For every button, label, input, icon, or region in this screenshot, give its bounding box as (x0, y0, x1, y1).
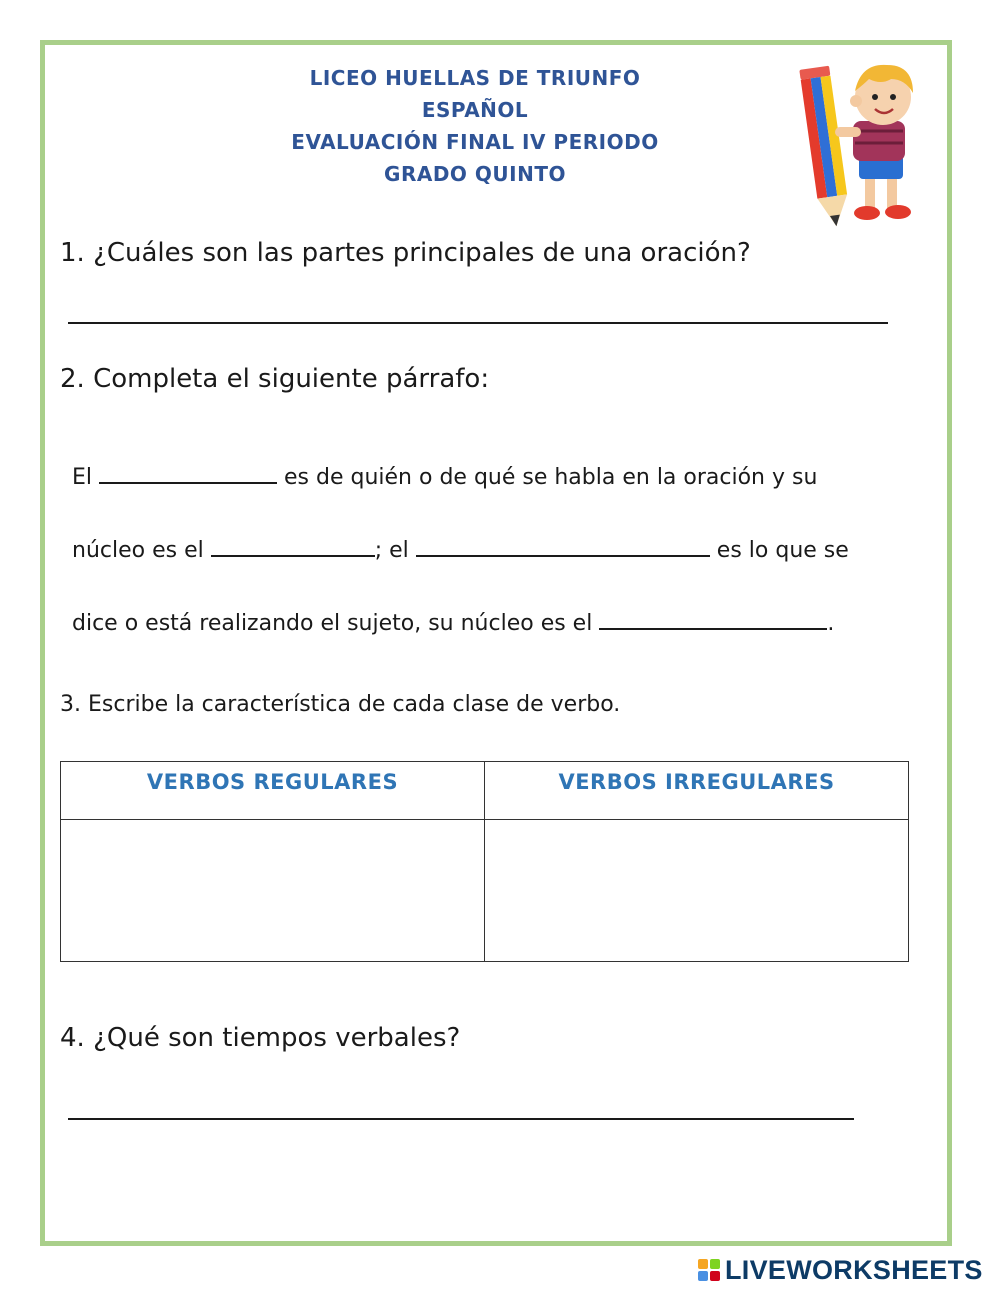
blank-predicate-nucleus[interactable] (599, 610, 827, 630)
question-1: 1. ¿Cuáles son las partes principales de una oración? (60, 238, 751, 268)
paragraph-text: núcleo es el (72, 538, 204, 563)
paragraph-line-3 (72, 610, 834, 636)
watermark-text: LIVEWORKSHEETS (725, 1254, 983, 1285)
answer-line-4[interactable] (68, 1118, 854, 1120)
boy-with-pencil-icon (795, 55, 935, 230)
verbs-table (60, 761, 909, 962)
paragraph-text: ; el (374, 538, 409, 563)
answer-cell-regular[interactable] (61, 820, 485, 962)
paragraph-text: es lo que se (716, 538, 849, 563)
answer-line-1[interactable] (68, 322, 888, 324)
liveworksheets-logo-icon (698, 1259, 720, 1281)
subject-name: ESPAÑOL (421, 98, 529, 122)
exam-title: EVALUACIÓN FINAL IV PERIODO (291, 130, 659, 154)
question-2: 2. Completa el siguiente párrafo: (60, 364, 490, 394)
question-3: 3. Escribe la característica de cada clase de verbo. (60, 692, 621, 717)
watermark (698, 1256, 983, 1284)
blank-predicate[interactable] (416, 537, 710, 557)
paragraph-text: . (827, 611, 835, 636)
grade-label: GRADO QUINTO (384, 162, 566, 186)
question-4: 4. ¿Qué son tiempos verbales? (60, 1023, 461, 1053)
paragraph-line-1 (72, 464, 817, 490)
worksheet-header (200, 62, 750, 190)
paragraph-text: El (72, 465, 93, 490)
answer-cell-irregular[interactable] (485, 820, 909, 962)
school-name: LICEO HUELLAS DE TRIUNFO (309, 66, 641, 90)
paragraph-text: dice o está realizando el sujeto, su núcleo es el (72, 611, 593, 636)
header-irregular-verbs: VERBOS IRREGULARES (485, 762, 909, 820)
blank-subject[interactable] (99, 464, 277, 484)
paragraph-line-2 (72, 537, 849, 563)
header-regular-verbs: VERBOS REGULARES (61, 762, 485, 820)
paragraph-text: es de quién o de qué se habla en la oración y su (284, 465, 818, 490)
blank-subject-nucleus[interactable] (211, 537, 375, 557)
